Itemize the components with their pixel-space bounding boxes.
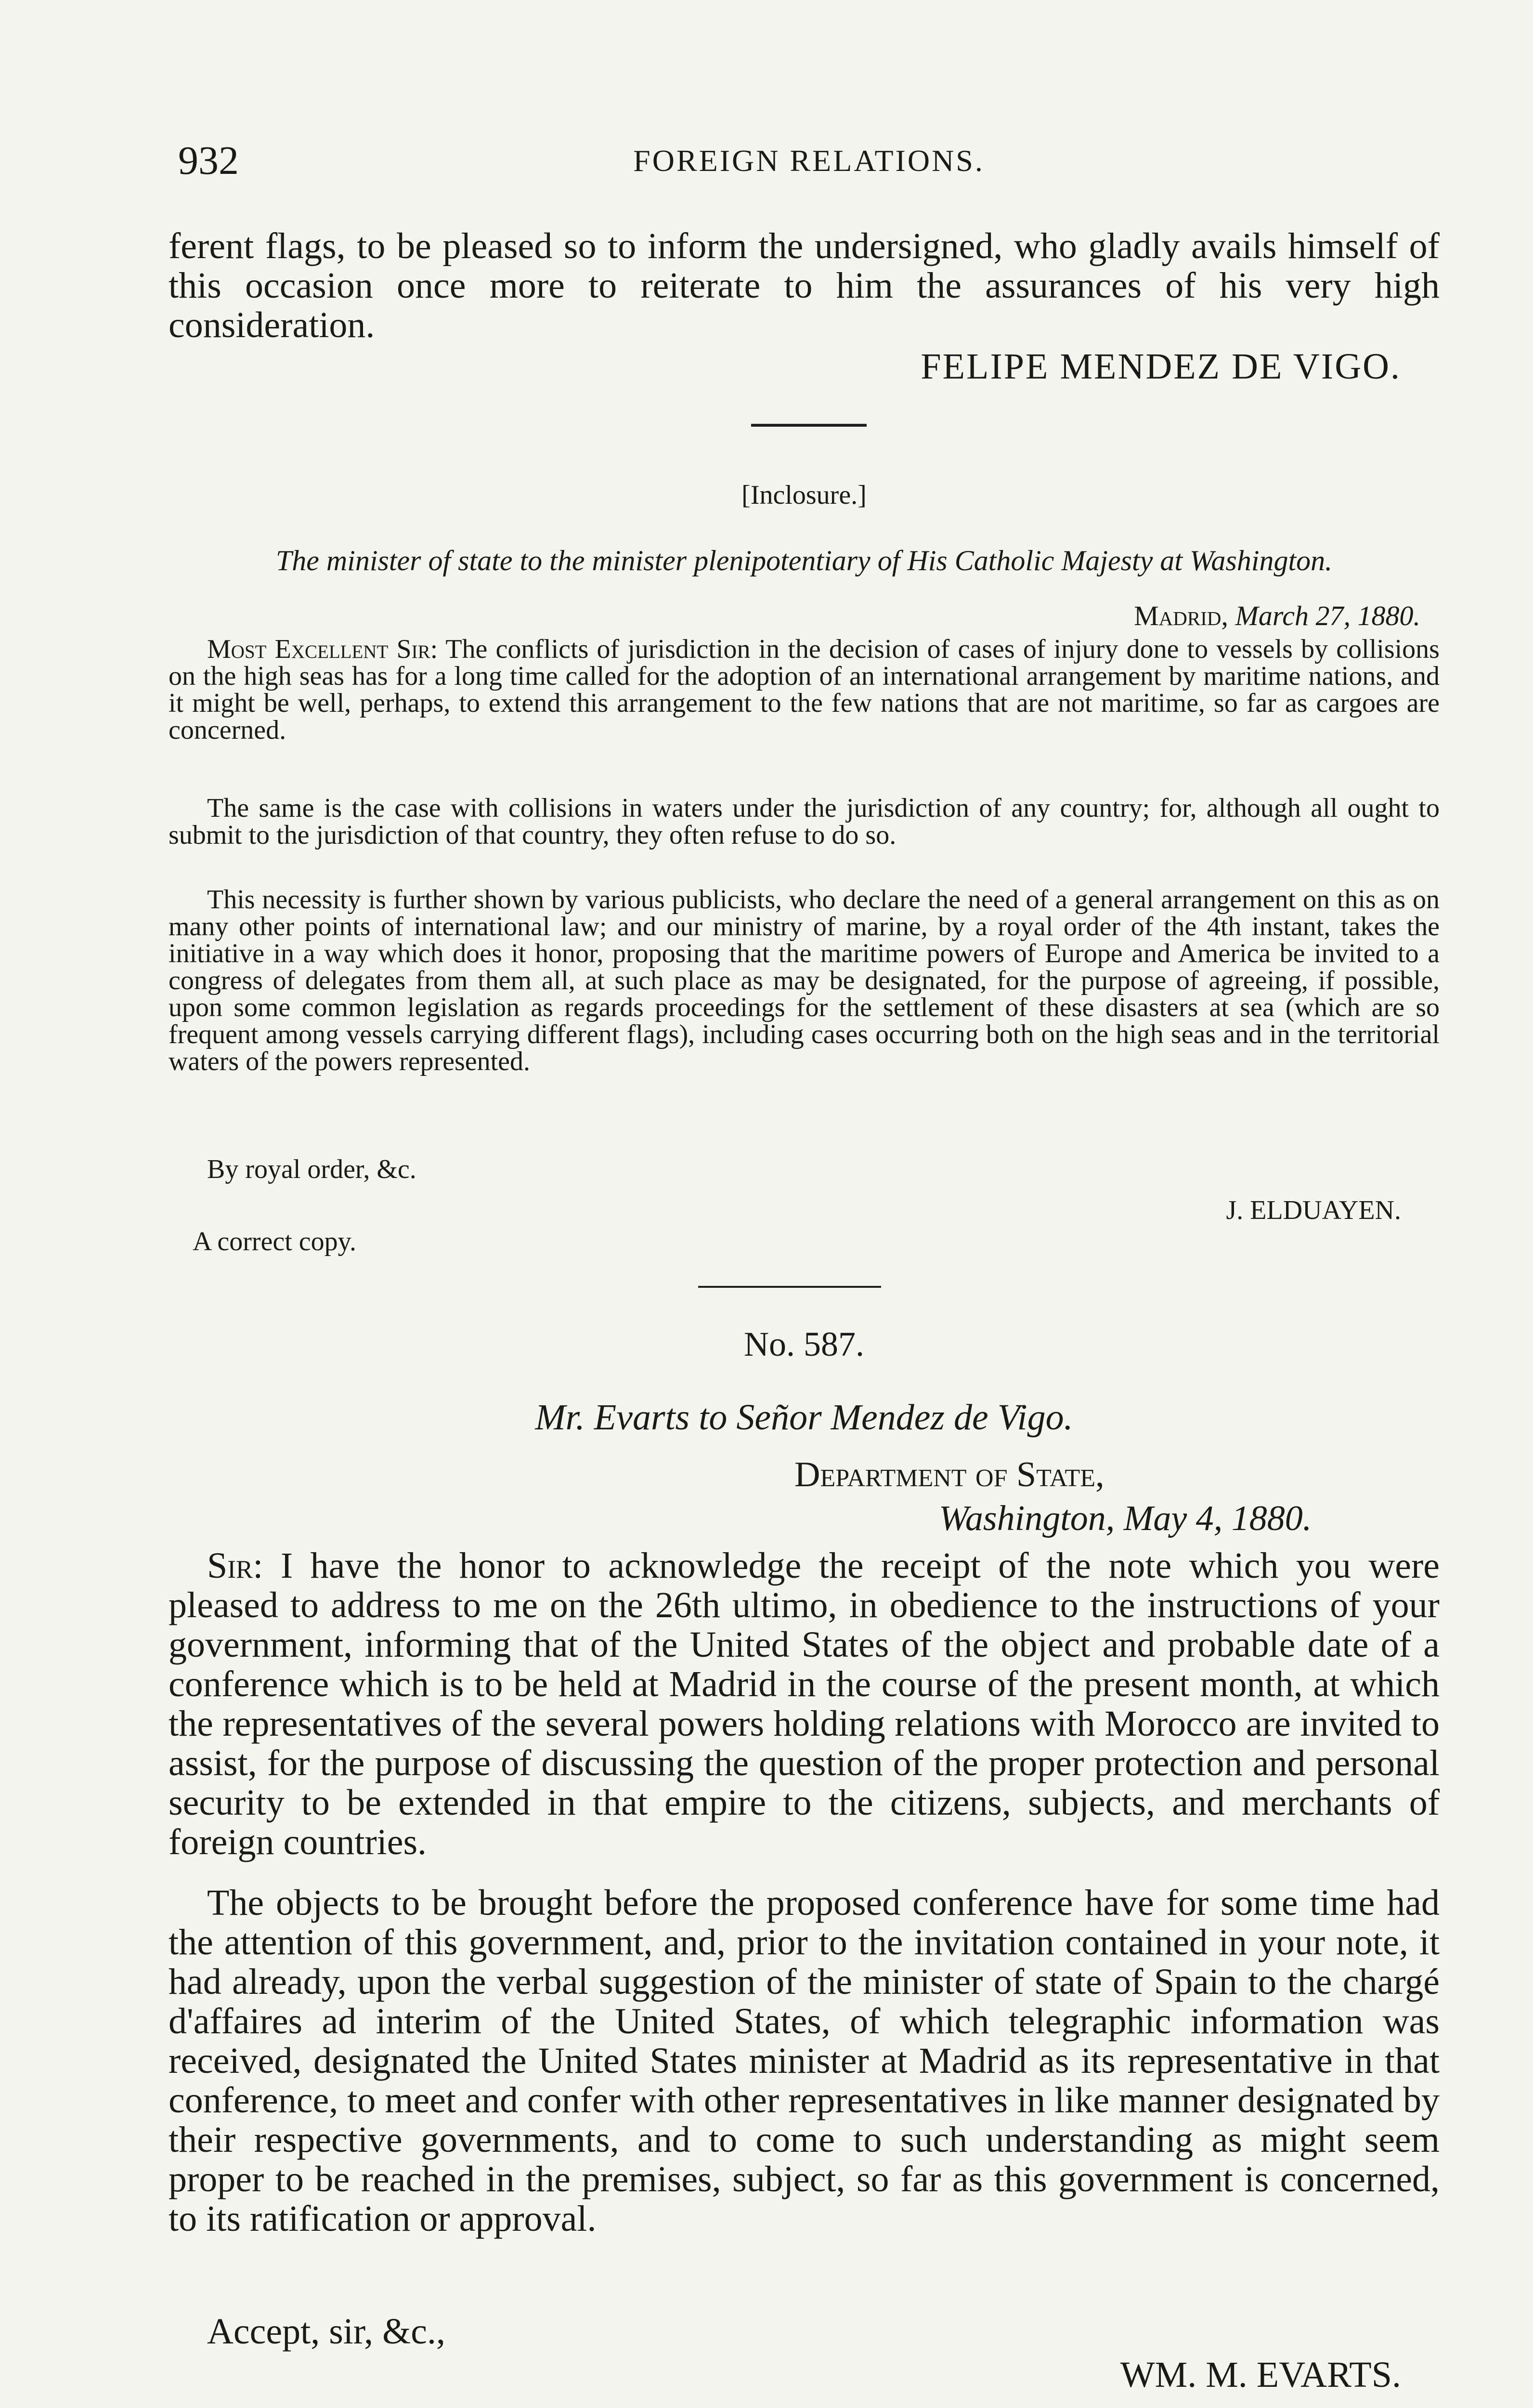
letter-number: No. 587. bbox=[744, 1325, 864, 1363]
inclosure-signature: J. ELDUAYEN. bbox=[1226, 1195, 1401, 1225]
continuation-paragraph: ferent flags, to be pleased so to inform the undersigned, who gladly avails himself of this occasion once more to reiterate to him the assurances of his very high consideration. bbox=[169, 226, 1440, 345]
section-divider bbox=[698, 1286, 881, 1288]
inclosure-label: [Inclosure.] bbox=[741, 480, 867, 510]
inclosure-paragraph-1-text: The conflicts of jurisdiction in the decision of cases of injury done to vessels by collisions on the high seas has for a long time called for the adoption of an international arrangement by maritime nations, and it might be well, perhaps, to extend this arrangement to the few nations that are not maritime, so far as cargoes are concerned. bbox=[169, 634, 1440, 745]
inclosure-paragraph-2: The same is the case with collisions in waters under the jurisdiction of any country; for, although all ought to submit to the jurisdiction of that country, they often refuse to do so. bbox=[169, 793, 1440, 850]
running-title: FOREIGN RELATIONS. bbox=[633, 144, 985, 178]
letter-salutation: Sir: bbox=[207, 1545, 263, 1586]
continuation-signature: FELIPE MENDEZ DE VIGO. bbox=[921, 346, 1401, 387]
letter-dateline-department: Department of State, bbox=[794, 1455, 1104, 1494]
letter-closing: Accept, sir, &c., bbox=[207, 2311, 446, 2352]
letter-paragraph-1-text: I have the honor to acknowledge the receipt of the note which you were pleased to address to me on the 26th ultimo, in obedience to the instructions of your government, informing that of the United States of the object and probable date of a conference which is to be held at Madrid in the course of the present month, at which the representatives of the several powers holding relations with Morocco are invited to assist, for the purpose of discussing the question of the proper protection and personal security to be extended in that empire to the citizens, subjects, and merchants of foreign countries. bbox=[169, 1545, 1440, 1862]
inclosure-dateline-place: Madrid, bbox=[1134, 600, 1229, 631]
inclosure-dateline-date: March 27, 1880. bbox=[1235, 600, 1420, 631]
inclosure-attestation: A correct copy. bbox=[193, 1227, 356, 1256]
letter-paragraph-1 bbox=[169, 1546, 1440, 1862]
section-divider bbox=[751, 424, 867, 427]
letter-dateline bbox=[169, 1454, 1440, 1539]
inclosure-closing: By royal order, &c. bbox=[207, 1154, 416, 1184]
inclosure-paragraph-3: This necessity is further shown by various publicists, who declare the need of a general arrangement on this as on many other points of international law; and our ministry of marine, by a royal order of the 4th instant, takes the initiative in a way which does it honor, proposing that the maritime powers of Europe and America be invited to a congress of delegates from them all, at such place as may be designated, for the purpose of agreeing, if possible, upon some common legislation as regards proceedings for the settlement of these disasters at sea (which are so frequent among vessels carrying different flags), including cases occurring both on the high seas and in the territorial waters of the powers represented. bbox=[169, 885, 1440, 1076]
letter-signature: WM. M. EVARTS. bbox=[1120, 2355, 1401, 2395]
inclosure-dateline bbox=[169, 600, 1420, 632]
inclosure-heading: The minister of state to the minister plenipotentiary of His Catholic Majesty at Washington. bbox=[275, 545, 1333, 576]
page-number: 932 bbox=[178, 138, 239, 183]
letter-dateline-place-date: Washington, May 4, 1880. bbox=[939, 1499, 1312, 1538]
letter-title: Mr. Evarts to Señor Mendez de Vigo. bbox=[535, 1397, 1073, 1438]
page-header bbox=[178, 137, 1440, 195]
inclosure-paragraph-1 bbox=[169, 636, 1440, 744]
letter-paragraph-2: The objects to be brought before the proposed conference have for some time had the attention of this government, and, prior to the invitation contained in your note, it had already, upon the verbal suggestion of the minister of state of Spain to the chargé d'affaires ad interim of the United States, of which telegraphic information was received, designated the United States minister at Madrid as its representative in that conference, to meet and confer with other representatives in like manner designated by their respective governments, and to come to such understanding as might seem proper to be reached in the premises, subject, so far as this government is concerned, to its ratification or approval. bbox=[169, 1883, 1440, 2239]
inclosure-salutation: Most Excellent Sir: bbox=[207, 634, 438, 664]
